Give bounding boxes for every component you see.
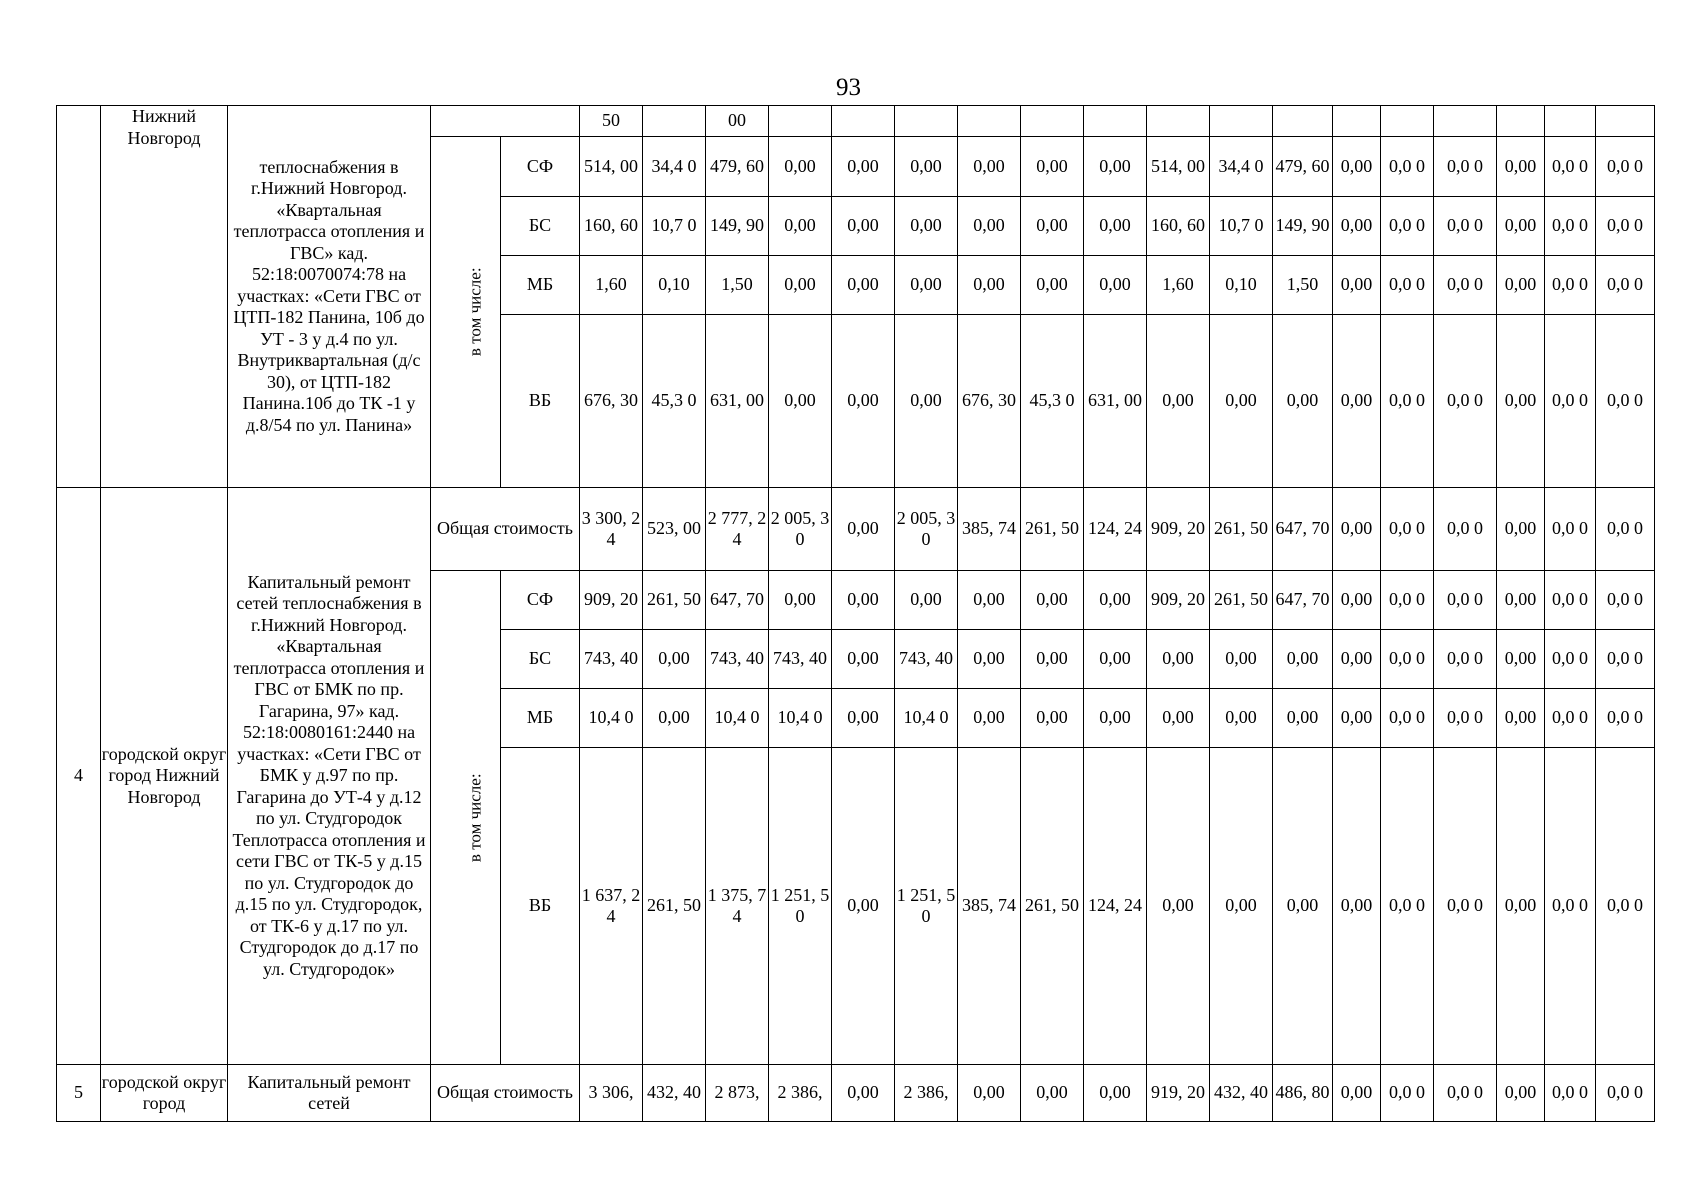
- value-cell: 0,00: [1497, 315, 1545, 488]
- source-label-cell: МБ: [501, 256, 580, 315]
- value-cell: 0,00: [1497, 488, 1545, 571]
- value-cell: 0,0 0: [1434, 689, 1497, 748]
- value-cell: 0,00: [1273, 748, 1333, 1065]
- value-cell: 0,00: [1084, 571, 1147, 630]
- value-cell: 0,0 0: [1545, 256, 1596, 315]
- page-number: 93: [836, 74, 861, 101]
- value-cell: 0,00: [1333, 571, 1381, 630]
- value-cell: 514, 00: [1147, 137, 1210, 197]
- value-cell: 0,00: [958, 689, 1021, 748]
- value-cell: 0,0 0: [1381, 315, 1434, 488]
- value-cell: 0,0 0: [1381, 256, 1434, 315]
- value-cell: 10,4 0: [895, 689, 958, 748]
- value-cell: 0,00: [1333, 1065, 1381, 1122]
- row-number-cell: 5: [57, 1065, 101, 1122]
- value-cell: 0,0 0: [1596, 137, 1655, 197]
- value-cell: 0,00: [1210, 689, 1273, 748]
- value-cell: 0,00: [1210, 748, 1273, 1065]
- value-cell: 909, 20: [1147, 488, 1210, 571]
- value-cell: 261, 50: [1210, 488, 1273, 571]
- value-cell: [832, 106, 895, 137]
- value-cell: [1210, 106, 1273, 137]
- value-cell: 0,00: [1273, 689, 1333, 748]
- value-cell: 479, 60: [706, 137, 769, 197]
- value-cell: 1 637, 24: [580, 748, 643, 1065]
- value-cell: 0,00: [1497, 689, 1545, 748]
- value-cell: 0,0 0: [1381, 197, 1434, 256]
- value-cell: 0,0 0: [1434, 488, 1497, 571]
- value-cell: 0,00: [958, 137, 1021, 197]
- value-cell: [958, 106, 1021, 137]
- value-cell: 0,0 0: [1545, 315, 1596, 488]
- value-cell: 0,0 0: [1545, 137, 1596, 197]
- value-cell: 50: [580, 106, 643, 137]
- value-cell: 0,0 0: [1545, 571, 1596, 630]
- table-row: [57, 1065, 1655, 1122]
- value-cell: 0,0 0: [1381, 1065, 1434, 1122]
- value-cell: 743, 40: [895, 630, 958, 689]
- value-cell: 676, 30: [580, 315, 643, 488]
- value-cell: 0,00: [1084, 137, 1147, 197]
- value-cell: 0,00: [832, 571, 895, 630]
- row-number-cell: [57, 106, 101, 488]
- value-cell: 0,00: [1333, 748, 1381, 1065]
- value-cell: 0,00: [1021, 197, 1084, 256]
- region-cell: городской округ город: [101, 1065, 228, 1122]
- value-cell: 0,00: [769, 256, 832, 315]
- value-cell: 0,00: [895, 137, 958, 197]
- source-label-cell: БС: [501, 197, 580, 256]
- value-cell: 0,00: [1333, 315, 1381, 488]
- value-cell: 261, 50: [1021, 748, 1084, 1065]
- value-cell: 0,00: [1273, 315, 1333, 488]
- value-cell: 0,00: [1084, 630, 1147, 689]
- value-cell: 3 300, 24: [580, 488, 643, 571]
- value-cell: 0,00: [832, 748, 895, 1065]
- value-cell: 0,00: [1147, 689, 1210, 748]
- value-cell: 160, 60: [580, 197, 643, 256]
- value-cell: 261, 50: [1021, 488, 1084, 571]
- value-cell: 0,0 0: [1545, 748, 1596, 1065]
- value-cell: 0,00: [958, 256, 1021, 315]
- description-cell: Капитальный ремонт сетей: [228, 1065, 431, 1122]
- value-cell: 261, 50: [643, 748, 706, 1065]
- value-cell: 0,00: [1497, 748, 1545, 1065]
- value-cell: 0,00: [832, 689, 895, 748]
- value-cell: 0,0 0: [1545, 197, 1596, 256]
- value-cell: 261, 50: [643, 571, 706, 630]
- value-cell: 514, 00: [580, 137, 643, 197]
- including-label-cell: [431, 571, 501, 1065]
- value-cell: 676, 30: [958, 315, 1021, 488]
- value-cell: 0,0 0: [1381, 630, 1434, 689]
- value-cell: 0,0 0: [1381, 137, 1434, 197]
- financing-table: [56, 105, 1655, 1122]
- value-cell: 0,0 0: [1596, 748, 1655, 1065]
- value-cell: 0,00: [1497, 1065, 1545, 1122]
- value-cell: 743, 40: [706, 630, 769, 689]
- value-cell: 0,0 0: [1381, 488, 1434, 571]
- value-cell: 34,4 0: [643, 137, 706, 197]
- value-cell: 0,00: [895, 197, 958, 256]
- value-cell: 0,00: [1497, 571, 1545, 630]
- value-cell: 0,00: [1333, 256, 1381, 315]
- value-cell: 523, 00: [643, 488, 706, 571]
- value-cell: [895, 106, 958, 137]
- value-cell: 0,00: [1084, 689, 1147, 748]
- value-cell: 0,00: [643, 689, 706, 748]
- value-cell: 0,0 0: [1596, 197, 1655, 256]
- value-cell: 45,3 0: [643, 315, 706, 488]
- value-cell: 0,00: [1147, 748, 1210, 1065]
- value-cell: 0,0 0: [1381, 689, 1434, 748]
- value-cell: 0,0 0: [1596, 488, 1655, 571]
- row-number-cell: 4: [57, 488, 101, 1065]
- value-cell: 0,00: [1497, 256, 1545, 315]
- value-cell: 0,00: [832, 197, 895, 256]
- value-cell: 261, 50: [1210, 571, 1273, 630]
- value-cell: 2 777, 24: [706, 488, 769, 571]
- value-cell: 0,00: [1021, 571, 1084, 630]
- value-cell: 34,4 0: [1210, 137, 1273, 197]
- value-cell: [1497, 106, 1545, 137]
- value-cell: 2 386,: [895, 1065, 958, 1122]
- value-cell: 0,00: [958, 1065, 1021, 1122]
- value-cell: 385, 74: [958, 488, 1021, 571]
- value-cell: 1,60: [1147, 256, 1210, 315]
- value-cell: 0,00: [958, 571, 1021, 630]
- value-cell: 1,50: [1273, 256, 1333, 315]
- value-cell: [1333, 106, 1381, 137]
- value-cell: 0,00: [958, 630, 1021, 689]
- source-label-cell: ВБ: [501, 315, 580, 488]
- value-cell: [1434, 106, 1497, 137]
- value-cell: 10,7 0: [643, 197, 706, 256]
- value-cell: [1381, 106, 1434, 137]
- value-cell: 631, 00: [1084, 315, 1147, 488]
- value-cell: 2 386,: [769, 1065, 832, 1122]
- including-label-cell: [431, 137, 501, 488]
- value-cell: [1596, 106, 1655, 137]
- value-cell: 0,00: [895, 256, 958, 315]
- value-cell: 0,00: [1021, 630, 1084, 689]
- value-cell: 0,0 0: [1434, 630, 1497, 689]
- value-cell: 631, 00: [706, 315, 769, 488]
- value-cell: 0,0 0: [1434, 571, 1497, 630]
- value-cell: 0,0 0: [1596, 256, 1655, 315]
- value-cell: [1545, 106, 1596, 137]
- value-cell: 0,0 0: [1596, 689, 1655, 748]
- value-cell: 1 251, 50: [769, 748, 832, 1065]
- value-cell: 2 873,: [706, 1065, 769, 1122]
- value-cell: 0,00: [769, 571, 832, 630]
- value-cell: 3 306,: [580, 1065, 643, 1122]
- value-cell: 1,50: [706, 256, 769, 315]
- table-row: [57, 488, 1655, 571]
- including-label: в том числе:: [465, 267, 485, 357]
- value-cell: 0,00: [1333, 689, 1381, 748]
- value-cell: 0,0 0: [1545, 689, 1596, 748]
- value-cell: 0,00: [1273, 630, 1333, 689]
- value-cell: 647, 70: [1273, 488, 1333, 571]
- value-cell: 10,7 0: [1210, 197, 1273, 256]
- value-cell: 0,00: [769, 137, 832, 197]
- region-cell: Нижний Новгород: [101, 106, 228, 488]
- value-cell: 0,00: [1497, 630, 1545, 689]
- value-cell: 0,00: [832, 1065, 895, 1122]
- value-cell: 1 375, 74: [706, 748, 769, 1065]
- value-cell: 1,60: [580, 256, 643, 315]
- value-cell: 0,0 0: [1434, 137, 1497, 197]
- value-cell: 0,00: [769, 315, 832, 488]
- value-cell: 0,0 0: [1596, 315, 1655, 488]
- value-cell: 647, 70: [706, 571, 769, 630]
- value-cell: 0,0 0: [1596, 571, 1655, 630]
- value-cell: [1084, 106, 1147, 137]
- value-cell: 0,0 0: [1545, 1065, 1596, 1122]
- description-cell: теплоснабжения в г.Нижний Новгород. «Квартальная теплотрасса отопления и ГВС» кад. 52:18:0070074:78 на участках: «Сети ГВС от ЦТП-182 Панина, 10б до УТ - 3 у д.4 по ул. Внутриквартальная (д/с 30), от ЦТП-182 Панина.10б до ТК -1 у д.8/54 по ул. Панина»: [228, 106, 431, 488]
- value-cell: 0,00: [958, 197, 1021, 256]
- value-cell: 0,00: [1021, 689, 1084, 748]
- value-cell: 10,4 0: [706, 689, 769, 748]
- value-cell: 0,0 0: [1596, 630, 1655, 689]
- table-row: [57, 106, 1655, 137]
- value-cell: 00: [706, 106, 769, 137]
- value-cell: 0,0 0: [1381, 748, 1434, 1065]
- value-cell: 0,00: [643, 630, 706, 689]
- value-cell: 160, 60: [1147, 197, 1210, 256]
- value-cell: 0,00: [1021, 256, 1084, 315]
- source-label-cell: ВБ: [501, 748, 580, 1065]
- value-cell: 0,00: [769, 197, 832, 256]
- value-cell: 919, 20: [1147, 1065, 1210, 1122]
- value-cell: 0,00: [1021, 137, 1084, 197]
- value-cell: 0,00: [1147, 315, 1210, 488]
- including-label: в том числе:: [465, 773, 485, 862]
- value-cell: 2 005, 30: [769, 488, 832, 571]
- value-cell: 0,00: [1497, 197, 1545, 256]
- value-cell: 479, 60: [1273, 137, 1333, 197]
- source-label-cell: БС: [501, 630, 580, 689]
- source-label-cell: МБ: [501, 689, 580, 748]
- value-cell: [1021, 106, 1084, 137]
- value-cell: 0,00: [1084, 1065, 1147, 1122]
- value-cell: 0,10: [643, 256, 706, 315]
- value-cell: 432, 40: [643, 1065, 706, 1122]
- value-cell: 0,00: [1084, 197, 1147, 256]
- value-cell: 0,0 0: [1434, 748, 1497, 1065]
- value-cell: 0,00: [1084, 256, 1147, 315]
- value-cell: 385, 74: [958, 748, 1021, 1065]
- description-cell: Капитальный ремонт сетей теплоснабжения в г.Нижний Новгород. «Квартальная теплотрасса отопления и ГВС от БМК по пр. Гагарина, 97» кад. 52:18:0080161:2440 на участках: «Сети ГВС от БМК у д.97 по пр. Гагарина до УТ-4 у д.12 по ул. Студгородок Теплотрасса отопления и сети ГВС от ТК-5 у д.15 по ул. Студгородок до д.15 по ул. Студгородок, от ТК-6 у д.17 по ул. Студгородок до д.17 по ул. Студгородок»: [228, 488, 431, 1065]
- value-cell: 1 251, 50: [895, 748, 958, 1065]
- value-cell: 486, 80: [1273, 1065, 1333, 1122]
- source-label-cell: СФ: [501, 571, 580, 630]
- value-cell: 0,0 0: [1434, 315, 1497, 488]
- value-cell: 0,00: [1333, 137, 1381, 197]
- value-cell: 0,00: [895, 315, 958, 488]
- value-cell: 0,00: [895, 571, 958, 630]
- value-cell: 432, 40: [1210, 1065, 1273, 1122]
- value-cell: 45,3 0: [1021, 315, 1084, 488]
- value-cell: 0,00: [1333, 488, 1381, 571]
- value-cell: 0,0 0: [1545, 630, 1596, 689]
- value-cell: 743, 40: [769, 630, 832, 689]
- value-cell: 0,00: [1497, 137, 1545, 197]
- total-label-cell: [431, 106, 580, 137]
- value-cell: 124, 24: [1084, 488, 1147, 571]
- value-cell: 10,4 0: [769, 689, 832, 748]
- value-cell: [643, 106, 706, 137]
- source-label-cell: СФ: [501, 137, 580, 197]
- value-cell: 0,00: [1333, 197, 1381, 256]
- value-cell: 10,4 0: [580, 689, 643, 748]
- value-cell: 0,10: [1210, 256, 1273, 315]
- value-cell: 0,00: [1333, 630, 1381, 689]
- total-label-cell: Общая стоимость: [431, 1065, 580, 1122]
- value-cell: 0,00: [832, 488, 895, 571]
- value-cell: 0,00: [1021, 1065, 1084, 1122]
- value-cell: 0,00: [1147, 630, 1210, 689]
- value-cell: [1273, 106, 1333, 137]
- value-cell: 0,0 0: [1545, 488, 1596, 571]
- value-cell: 149, 90: [1273, 197, 1333, 256]
- value-cell: 124, 24: [1084, 748, 1147, 1065]
- value-cell: [1147, 106, 1210, 137]
- value-cell: 0,0 0: [1434, 197, 1497, 256]
- value-cell: 909, 20: [1147, 571, 1210, 630]
- value-cell: 0,00: [1210, 315, 1273, 488]
- value-cell: 0,0 0: [1434, 1065, 1497, 1122]
- value-cell: 647, 70: [1273, 571, 1333, 630]
- total-label-cell: Общая стоимость: [431, 488, 580, 571]
- value-cell: 0,00: [832, 315, 895, 488]
- value-cell: 0,0 0: [1434, 256, 1497, 315]
- value-cell: [769, 106, 832, 137]
- value-cell: 743, 40: [580, 630, 643, 689]
- value-cell: 909, 20: [580, 571, 643, 630]
- value-cell: 149, 90: [706, 197, 769, 256]
- value-cell: 2 005, 30: [895, 488, 958, 571]
- value-cell: 0,00: [832, 256, 895, 315]
- value-cell: 0,0 0: [1381, 571, 1434, 630]
- value-cell: 0,00: [1210, 630, 1273, 689]
- value-cell: 0,0 0: [1596, 1065, 1655, 1122]
- region-cell: городской округ город Нижний Новгород: [101, 488, 228, 1065]
- value-cell: 0,00: [832, 630, 895, 689]
- value-cell: 0,00: [832, 137, 895, 197]
